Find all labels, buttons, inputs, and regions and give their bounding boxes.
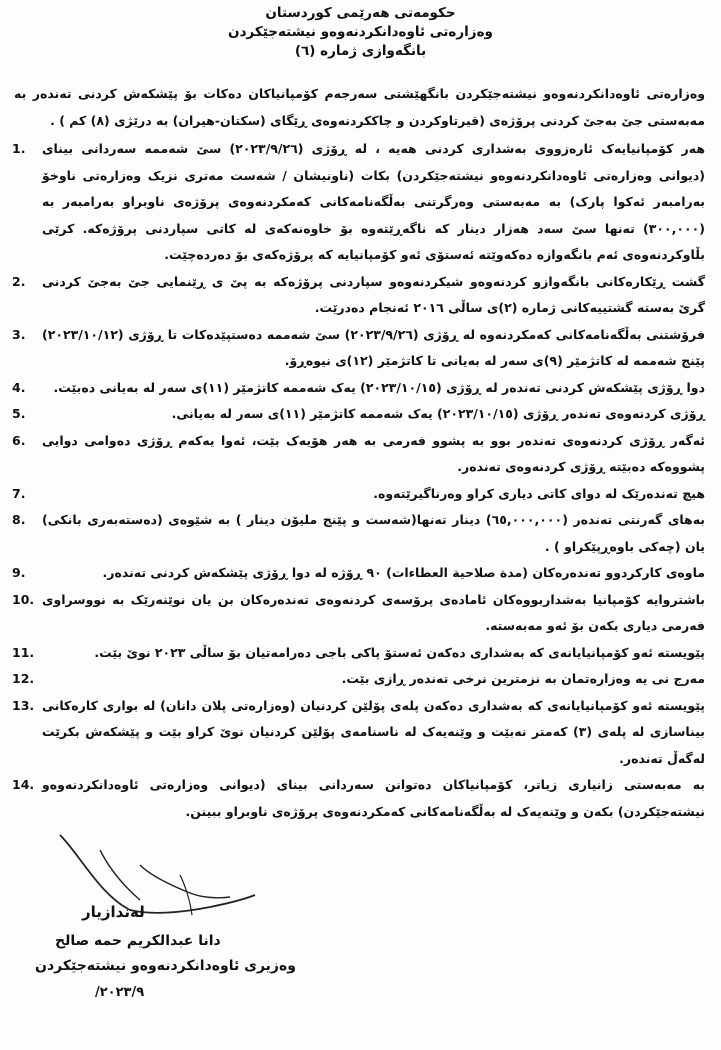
document-header — [0, 4, 721, 61]
item-number: 2. — [12, 273, 26, 289]
item-number: 7. — [12, 485, 26, 501]
government-name: حکومەتی هەرێمی کوردستان — [265, 5, 456, 21]
item-number: 8. — [12, 512, 26, 527]
item-text: دوا ڕۆژی پێشکەش کردنی تەندەر لە ڕۆژی (٢٠٢٣/١٠/١٥) یەک شەممە کاتژمێر (١١)ی سەر لە بەیانی دەبێت. — [53, 379, 705, 395]
item-text: پێویستە ئەو کۆمپانیایانەی کە بەشداری دەکەن پلەی پۆلێن کردنیان (وەزارەتی پلان دانان) لە بواری کارەکانی بیناسازی لە پلەی (٣) کەمتر نەبێت و وێنەیەک لە ناسنامەی پۆلێن کردنیان نوێ کراو بێت و پێشکەش بکرێت لەگەڵ تەندەر. — [42, 697, 705, 766]
list-item — [12, 401, 705, 428]
item-text: پێویستە ئەو کۆمپانیایانەی کە بەشداری دەکەن ئەستۆ پاکی باجی دەرامەتیان بۆ ساڵی ٢٠٢٣ نوێ بێت. — [94, 644, 705, 660]
signatory-title: لەندازیار — [82, 903, 145, 921]
item-text: بە مەبەستی زانیاری زیاتر، کۆمپانیاکان دەتوانن سەردانی بینای (دیوانی وەزارەتی ئاوەدانکردنەوەو نیشتەجێکردن) بکەن و وێنەیەک لە بەڵگەنامەکانی کەمکردنەوەی پرۆژەی ناوبراو ببینن. — [42, 777, 705, 819]
item-text: مەرج نی یە وەزارەتمان بە نزمترین نرخی تەندەر ڕازی بێت. — [341, 671, 705, 686]
list-item — [12, 428, 705, 481]
item-text: فرۆشتنی بەڵگەنامەکانی کەمکردنەوە لە ڕۆژی (٢٠٢٣/٩/٢٦) سێ شەممە دەستپێدەکات تا ڕۆژی (٢٠٢٣/١٠/١٢) پێنج شەممە لە کاتژمێر (٩)ی سەر لە بەیانی تا کاتژمێر (١٢)ی نیوەڕۆ. — [42, 326, 706, 368]
handwritten-signature — [40, 815, 260, 925]
list-item — [12, 666, 705, 693]
item-number: 1. — [12, 141, 26, 156]
list-item — [12, 693, 705, 773]
list-item — [12, 269, 705, 322]
intro-paragraph: وەزارەتی ئاوەدانکردنەوەو نیشتەجێکردن بانگهێشتی سەرجەم کۆمپانیاکان دەکات بۆ پێشکەش کردنی تەندەر بە مەبەستی جێ بەجێ کردنی پرۆژەی (قیرتاوکردن و چاککردنەوەی ڕێگای (سکتان-هیران) بە درێژی (٨) کم ) . — [14, 86, 705, 128]
list-item — [12, 481, 705, 508]
signatory-name: دانا عبدالکریم حمە صالح — [55, 933, 221, 949]
item-number: 12. — [12, 671, 35, 686]
item-number: 14. — [12, 777, 35, 792]
item-text: هیچ تەندەرێک لە دوای کاتی دیاری کراو وەرناگیرێتەوە. — [373, 485, 705, 501]
list-item — [12, 587, 705, 640]
item-number: 5. — [12, 406, 26, 421]
item-text: ماوەی کارکردوو تەندەرەکان (مدة صلاحیة العطاءات) ٩٠ ڕۆژە لە دوا ڕۆژی پێشکەش کردنی تەندەر. — [102, 565, 705, 580]
item-text: بەهای گەرنتی تەندەر (٦٥,٠٠٠,٠٠٠) دینار تەنها(شەست و پێنج ملیۆن دینار ) بە شێوەی (دەستەبەری بانکی) یان (چەکی باوەڕپێکراو ) . — [42, 512, 705, 554]
signatory-role: وەزیری ئاوەدانکردنەوەو نیشتەجێکردن — [35, 958, 296, 974]
item-text: ڕۆژی کردنەوەی تەندەر ڕۆژی (٢٠٢٣/١٠/١٥) یەک شەممە کاتژمێر (١١)ی سەر لە بەیانی. — [171, 406, 705, 421]
item-number: 9. — [12, 565, 26, 580]
item-number: 13. — [12, 697, 35, 713]
list-item — [12, 640, 705, 667]
list-item — [12, 322, 705, 375]
list-item — [12, 507, 705, 560]
item-number: 4. — [12, 379, 26, 395]
item-number: 10. — [12, 591, 35, 607]
list-item — [12, 136, 705, 269]
item-text: هەر کۆمپانیایەک ئارەزووی بەشداری کردنی هەیە ، لە ڕۆژی (٢٠٢٣/٩/٢٦) سێ شەممە سەردانی بینای (دیوانی وەزارەتی ئاوەدانکردنەوەو نیشتەجێکردن) بکات (ناونیشان / شەست مەتری نزیک وەزارەتی ناوخۆ بەرامبەر ئەکوا پارک) بە مەبەستی وەرگرتنی بەڵگەنامەکانی کەمکردنەوەی پرۆژەی ناوبراو بەرامبەر بە (٣٠٠,٠٠٠) تەنها سێ سەد هەزار دینار کە ناگەڕێتەوە بۆ خاوەنەکەی لە کاتی سپاردنی پرۆژەکە. کرێی بڵاوکردنەوەی ئەم بانگەوازە دەکەوێتە ئەستۆی ئەو کۆمپانیایە کە پرۆژەکەی بۆ دەردەچێت. — [42, 141, 705, 262]
item-number: 3. — [12, 326, 26, 342]
signature-date: ٢٠٢٣/٩/ — [95, 985, 145, 1000]
conditions-list — [12, 136, 705, 825]
ministry-name: وەزارەتی ئاوەدانکردنەوەو نیشتەجێکردن — [228, 24, 493, 40]
item-number: 6. — [12, 432, 26, 448]
announcement-number: بانگەوازی ژمارە (٦) — [294, 43, 427, 59]
list-item — [12, 375, 705, 402]
list-item — [12, 560, 705, 587]
item-text: گشت ڕێکارەکانی بانگەوازو کردنەوەو شیکردنەوەو سپاردنی پرۆژەکە بە پێ ی ڕێنمایی جێ بەجێ کردنی گرێ بەستە گشتییەکانی ژمارە (٢)ی ساڵی ٢٠١٦ ئەنجام دەدرێت. — [42, 273, 705, 315]
item-text: باشتروایە کۆمپانیا بەشداربووەکان ئامادەی پرۆسەی کردنەوەی تەندەرەکان بن یان نوێنەرێک بە نووسراوی فەرمی دیاری بکەن بۆ ئەو مەبەستە. — [42, 591, 705, 633]
item-text: ئەگەر ڕۆژی کردنەوەی تەندەر بوو بە پشوو فەرمی بە هەر هۆیەک بێت، ئەوا یەکەم ڕۆژی دەوامی دوایی پشووەکە دەبێتە ڕۆژی کردنەوەی تەندەر. — [42, 432, 705, 474]
item-number: 11. — [12, 644, 35, 660]
